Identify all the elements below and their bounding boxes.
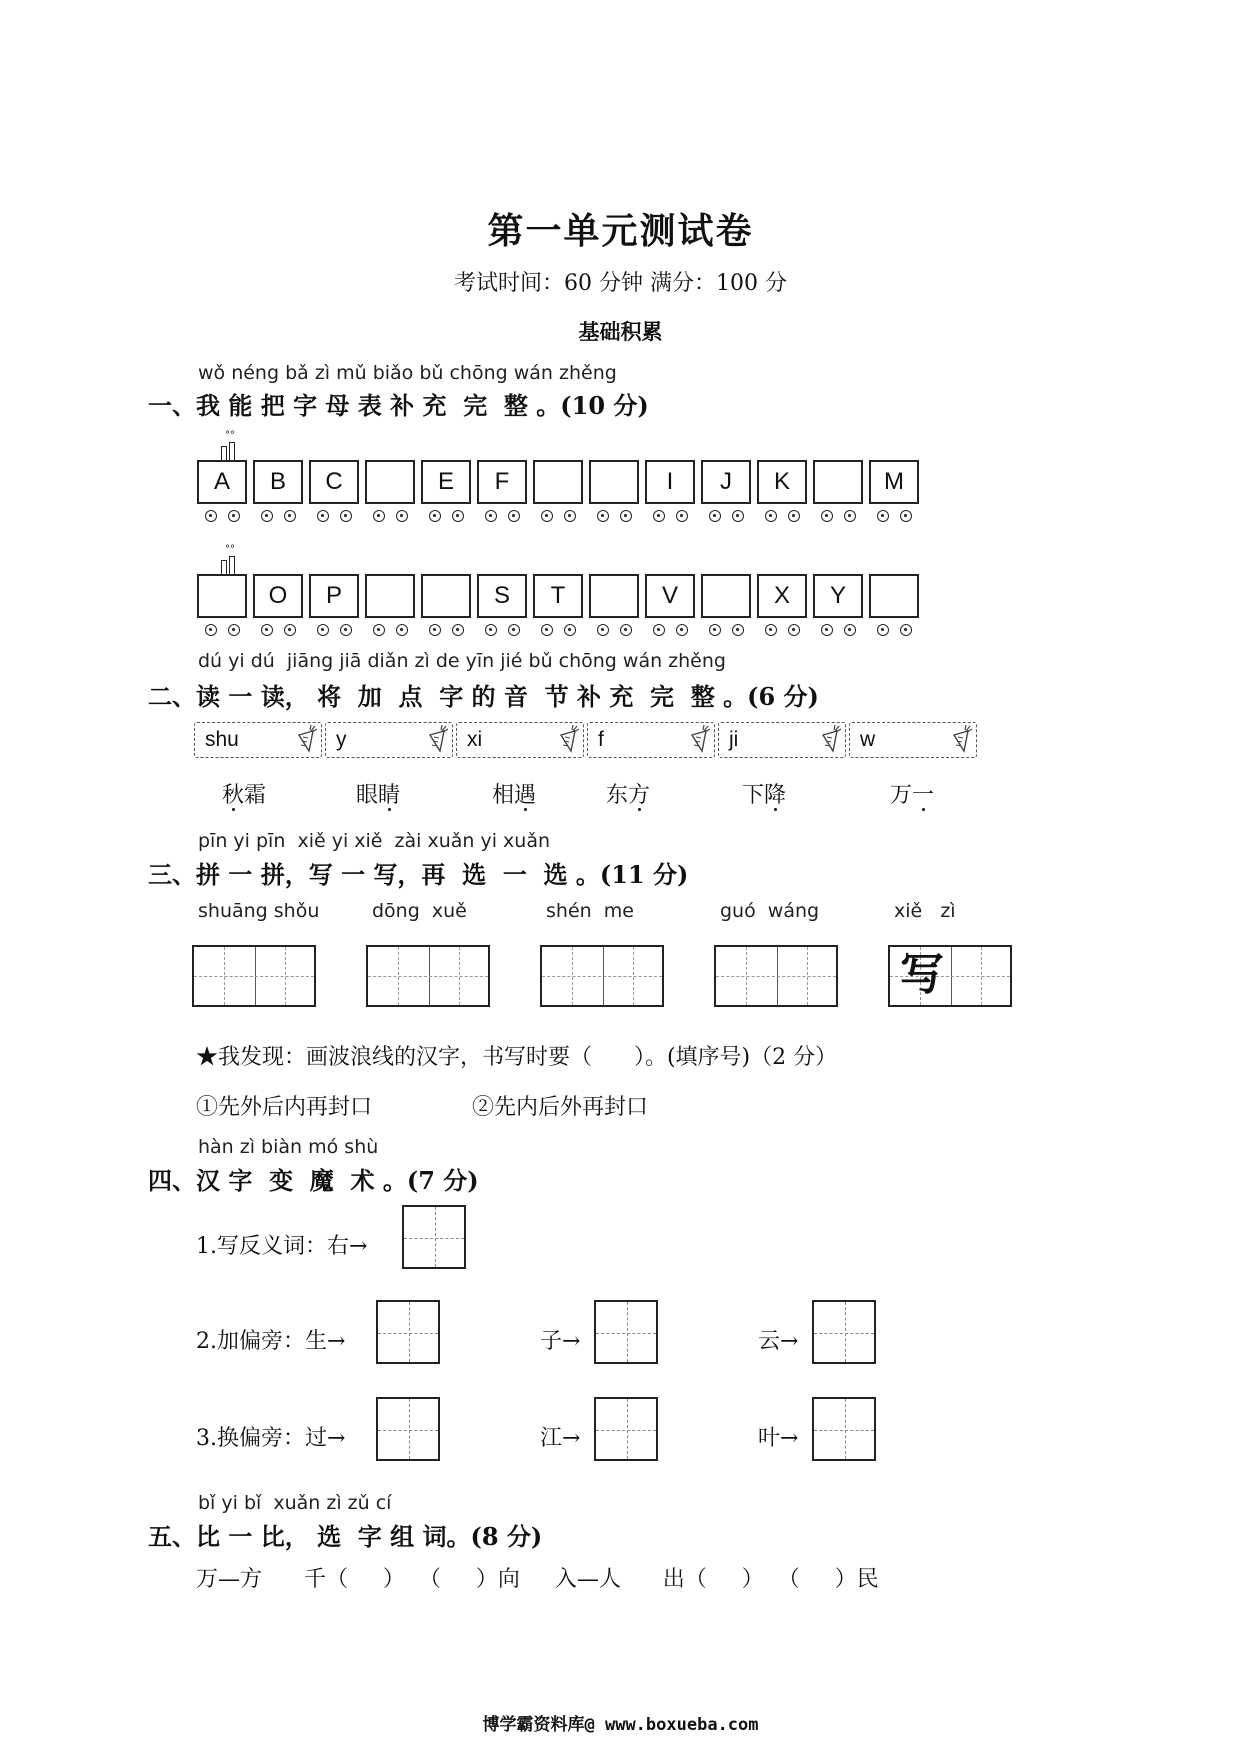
wheels — [647, 624, 693, 636]
q3-title: 三、拼 一 拼，写 一 写，再 选 一 选 。(11 分) — [148, 860, 689, 889]
q4-item3-label: 3.换偏旁：过→ — [196, 1426, 346, 1451]
wheel-icon — [788, 624, 800, 636]
wheel-icon — [709, 624, 721, 636]
q4-title: 四、汉 字 变 魔 术 。(7 分) — [148, 1166, 479, 1195]
wheel-icon — [396, 510, 408, 522]
train-car-j — [701, 460, 751, 504]
carrot-icon — [557, 725, 579, 755]
wheels — [367, 624, 413, 636]
dotted-word — [890, 778, 934, 809]
wheels — [815, 510, 861, 522]
train-car-blank[interactable] — [197, 544, 247, 618]
wheels — [423, 624, 469, 636]
syllable-carrot[interactable] — [849, 722, 977, 758]
letter: V — [661, 582, 678, 609]
chimney-icon — [229, 556, 235, 574]
answer-box-add-radical-3[interactable] — [812, 1300, 876, 1364]
train-car-blank[interactable] — [365, 574, 415, 618]
train-car-blank[interactable] — [365, 460, 415, 504]
wheels — [871, 624, 917, 636]
smoke-icon: °° — [225, 544, 235, 555]
emphasis-dot — [922, 808, 925, 811]
train-car-blank[interactable] — [421, 574, 471, 618]
q4-item2-b: 子→ — [540, 1329, 581, 1354]
word-text: 眼睛 — [356, 783, 401, 808]
grid-guide — [542, 976, 662, 977]
syllable-text: y — [336, 728, 347, 751]
wheel-icon — [205, 510, 217, 522]
wheel-icon — [788, 510, 800, 522]
train-car-blank[interactable] — [589, 460, 639, 504]
wheel-icon — [877, 624, 889, 636]
writing-grid[interactable] — [888, 945, 1012, 1007]
syllable-carrot[interactable] — [325, 722, 453, 758]
syllable-carrot[interactable] — [718, 722, 846, 758]
wheels — [703, 624, 749, 636]
word-text: 东方 — [606, 783, 651, 808]
train-car-blank[interactable] — [533, 460, 583, 504]
train-car-s — [477, 574, 527, 618]
wheel-icon — [900, 624, 912, 636]
wheels — [479, 510, 525, 522]
writing-grid[interactable] — [366, 945, 490, 1007]
train-car-t — [533, 574, 583, 618]
wheel-icon — [844, 510, 856, 522]
train-car-x — [757, 574, 807, 618]
wheels — [479, 624, 525, 636]
wheel-icon — [452, 624, 464, 636]
wheel-icon — [429, 510, 441, 522]
train-car-blank[interactable] — [869, 574, 919, 618]
wheel-icon — [821, 510, 833, 522]
dotted-word — [742, 778, 786, 809]
syllable-text: w — [860, 728, 876, 751]
wheels — [535, 624, 581, 636]
wheel-icon — [429, 624, 441, 636]
emphasis-dot — [638, 808, 641, 811]
wheel-icon — [340, 624, 352, 636]
wheels — [311, 510, 357, 522]
wheel-icon — [732, 510, 744, 522]
carrot-icon — [426, 725, 448, 755]
q2-title: 二、读 一 读， 将 加 点 字 的 音 节 补 充 完 整 。(6 分) — [148, 682, 819, 711]
wheel-icon — [620, 510, 632, 522]
word-pinyin: shén me — [546, 900, 634, 922]
dotted-word — [606, 778, 650, 809]
emphasis-dot — [388, 808, 391, 811]
q4-item3-c: 叶→ — [758, 1426, 799, 1451]
wheel-icon — [732, 624, 744, 636]
letter: T — [550, 582, 566, 609]
q5-title: 五、比 一 比， 选 字 组 词。(8 分) — [148, 1522, 543, 1551]
wheels — [815, 624, 861, 636]
wheel-icon — [205, 624, 217, 636]
q3-writing-grids — [192, 945, 1092, 1015]
emphasis-dot — [774, 808, 777, 811]
footer-watermark: 博学霸资料库@ www.boxueba.com — [482, 1715, 759, 1735]
letter: B — [269, 468, 286, 495]
wheel-icon — [261, 510, 273, 522]
wheels — [591, 624, 637, 636]
train-car-o — [253, 574, 303, 618]
smoke-icon: °° — [225, 430, 235, 441]
q4-item3-b: 江→ — [540, 1426, 581, 1451]
wheels — [199, 624, 245, 636]
wheels — [647, 510, 693, 522]
syllable-text: shu — [205, 728, 239, 751]
word-text: 秋霜 — [222, 783, 267, 808]
wheel-icon — [340, 510, 352, 522]
wheel-icon — [620, 624, 632, 636]
writing-grid[interactable] — [714, 945, 838, 1007]
wheel-icon — [485, 624, 497, 636]
answer-box-change-radical-3[interactable] — [812, 1397, 876, 1461]
carrot-icon — [295, 725, 317, 755]
wheel-icon — [541, 624, 553, 636]
train-car-blank[interactable] — [701, 574, 751, 618]
letter: C — [325, 468, 343, 495]
wheels — [535, 510, 581, 522]
word-pinyin: shuāng shǒu — [198, 900, 320, 922]
wheel-icon — [317, 510, 329, 522]
train-car-y — [813, 574, 863, 618]
q4-item2-c: 云→ — [758, 1329, 799, 1354]
wheel-icon — [373, 510, 385, 522]
letter: P — [325, 582, 342, 609]
train-car-k — [757, 460, 807, 504]
q3-word-pinyin-row — [194, 900, 1094, 930]
carrot-icon — [950, 725, 972, 755]
dotted-words — [194, 778, 1094, 814]
word-text: 万一 — [890, 783, 935, 808]
writing-grid[interactable] — [540, 945, 664, 1007]
train-car-f — [477, 460, 527, 504]
chimney-icon — [229, 442, 235, 460]
answer-box-add-radical-2[interactable] — [594, 1300, 658, 1364]
train-car-v — [645, 574, 695, 618]
answer-box-antonym[interactable] — [402, 1205, 466, 1269]
word-text: 相遇 — [492, 783, 537, 808]
letter: J — [720, 468, 732, 495]
carrot-icon — [688, 725, 710, 755]
train-car-b — [253, 460, 303, 504]
train-car-blank[interactable] — [589, 574, 639, 618]
wheel-icon — [541, 510, 553, 522]
wheel-icon — [653, 624, 665, 636]
emphasis-dot — [232, 808, 235, 811]
page-title: 第一单元测试卷 — [487, 210, 754, 252]
grid-guide — [368, 976, 488, 977]
wheel-icon — [765, 624, 777, 636]
chimney-icon — [221, 560, 227, 574]
answer-box-add-radical-1[interactable] — [376, 1300, 440, 1364]
answer-box-change-radical-1[interactable] — [376, 1397, 440, 1461]
wheel-icon — [508, 624, 520, 636]
letter: A — [213, 468, 230, 495]
section-heading: 基础积累 — [578, 319, 663, 344]
q1-pinyin: wǒ néng bǎ zì mǔ biǎo bǔ chōng wán zhěng — [198, 362, 617, 384]
wheel-icon — [676, 624, 688, 636]
wheel-icon — [900, 510, 912, 522]
wheels — [703, 510, 749, 522]
wheel-icon — [452, 510, 464, 522]
exam-info: 考试时间：60 分钟 满分：100 分 — [454, 271, 787, 296]
syllable-carrots — [194, 722, 1094, 762]
word-pinyin: guó wáng — [720, 900, 820, 922]
alphabet-train-row-2 — [197, 544, 919, 618]
syllable-carrot[interactable] — [194, 722, 322, 758]
train-car-p — [309, 574, 359, 618]
wheels — [311, 624, 357, 636]
syllable-carrot[interactable] — [587, 722, 715, 758]
wheel-icon — [373, 624, 385, 636]
syllable-text: xi — [467, 728, 483, 751]
wheels — [759, 510, 805, 522]
wheel-icon — [597, 624, 609, 636]
wheel-icon — [396, 624, 408, 636]
wheel-icon — [676, 510, 688, 522]
wheel-icon — [508, 510, 520, 522]
word-pinyin: xiě zì — [894, 900, 956, 922]
wheel-icon — [709, 510, 721, 522]
wheels — [759, 624, 805, 636]
syllable-text: ji — [729, 728, 739, 751]
q4-item1-label: 1.写反义词：右→ — [196, 1234, 368, 1259]
wheel-icon — [564, 624, 576, 636]
dotted-word — [356, 778, 400, 809]
wheel-icon — [765, 510, 777, 522]
wheel-icon — [564, 510, 576, 522]
wheels — [367, 510, 413, 522]
train-car-blank[interactable] — [813, 460, 863, 504]
alphabet-train-row-1 — [197, 430, 919, 504]
wheels — [199, 510, 245, 522]
carrot-icon — [819, 725, 841, 755]
syllable-carrot[interactable] — [456, 722, 584, 758]
train-car-e — [421, 460, 471, 504]
word-pinyin: dōng xuě — [372, 900, 467, 922]
train-car-i — [645, 460, 695, 504]
letter: E — [437, 468, 454, 495]
wheel-icon — [261, 624, 273, 636]
wheel-icon — [284, 624, 296, 636]
letter: S — [493, 582, 510, 609]
option-1: ①先外后内再封口 — [196, 1095, 373, 1120]
train-car-m — [869, 460, 919, 504]
train-car-a — [197, 430, 247, 504]
dotted-word — [492, 778, 536, 809]
wheel-icon — [844, 624, 856, 636]
letter: O — [268, 582, 288, 609]
q4-item2-label: 2.加偏旁：生→ — [196, 1329, 346, 1354]
grid-guide — [194, 976, 314, 977]
chimney-icon — [221, 446, 227, 460]
q5-word-line: 万—方 千（ ） （ ）向 入—人 出（ ） （ ）民 — [196, 1567, 879, 1592]
emphasis-dot — [524, 808, 527, 811]
wheel-icon — [653, 510, 665, 522]
wheels — [255, 624, 301, 636]
letter: I — [666, 468, 674, 495]
letter: F — [494, 468, 510, 495]
wheels — [423, 510, 469, 522]
wheel-icon — [228, 510, 240, 522]
q1-title: 一、我 能 把 字 母 表 补 充 完 整 。(10 分) — [148, 391, 649, 420]
letter: K — [773, 468, 790, 495]
dotted-word — [222, 778, 266, 809]
word-text: 下降 — [742, 783, 787, 808]
wheel-icon — [284, 510, 296, 522]
sample-character: 写 — [900, 949, 944, 1000]
grid-guide — [716, 976, 836, 977]
wheels — [871, 510, 917, 522]
wheel-icon — [597, 510, 609, 522]
wheels — [255, 510, 301, 522]
wheel-icon — [317, 624, 329, 636]
writing-grid[interactable] — [192, 945, 316, 1007]
q5-pinyin: bǐ yi bǐ xuǎn zì zǔ cí — [198, 1492, 392, 1514]
letter: M — [884, 468, 904, 495]
letter: X — [773, 582, 790, 609]
wheel-icon — [228, 624, 240, 636]
q4-pinyin: hàn zì biàn mó shù — [198, 1136, 379, 1158]
wheel-icon — [485, 510, 497, 522]
syllable-text: f — [598, 728, 604, 751]
q2-pinyin: dú yi dú jiāng jiā diǎn zì de yīn jié bǔ chōng wán zhěng — [198, 650, 726, 672]
letter: Y — [829, 582, 846, 609]
wheel-icon — [821, 624, 833, 636]
discovery-question: ★我发现：画波浪线的汉字，书写时要（ ）。(填序号)（2 分） — [196, 1045, 838, 1070]
answer-box-change-radical-2[interactable] — [594, 1397, 658, 1461]
wheel-icon — [877, 510, 889, 522]
option-2: ②先内后外再封口 — [472, 1095, 649, 1120]
wheels — [591, 510, 637, 522]
q3-pinyin: pīn yi pīn xiě yi xiě zài xuǎn yi xuǎn — [198, 830, 551, 852]
train-car-c — [309, 460, 359, 504]
